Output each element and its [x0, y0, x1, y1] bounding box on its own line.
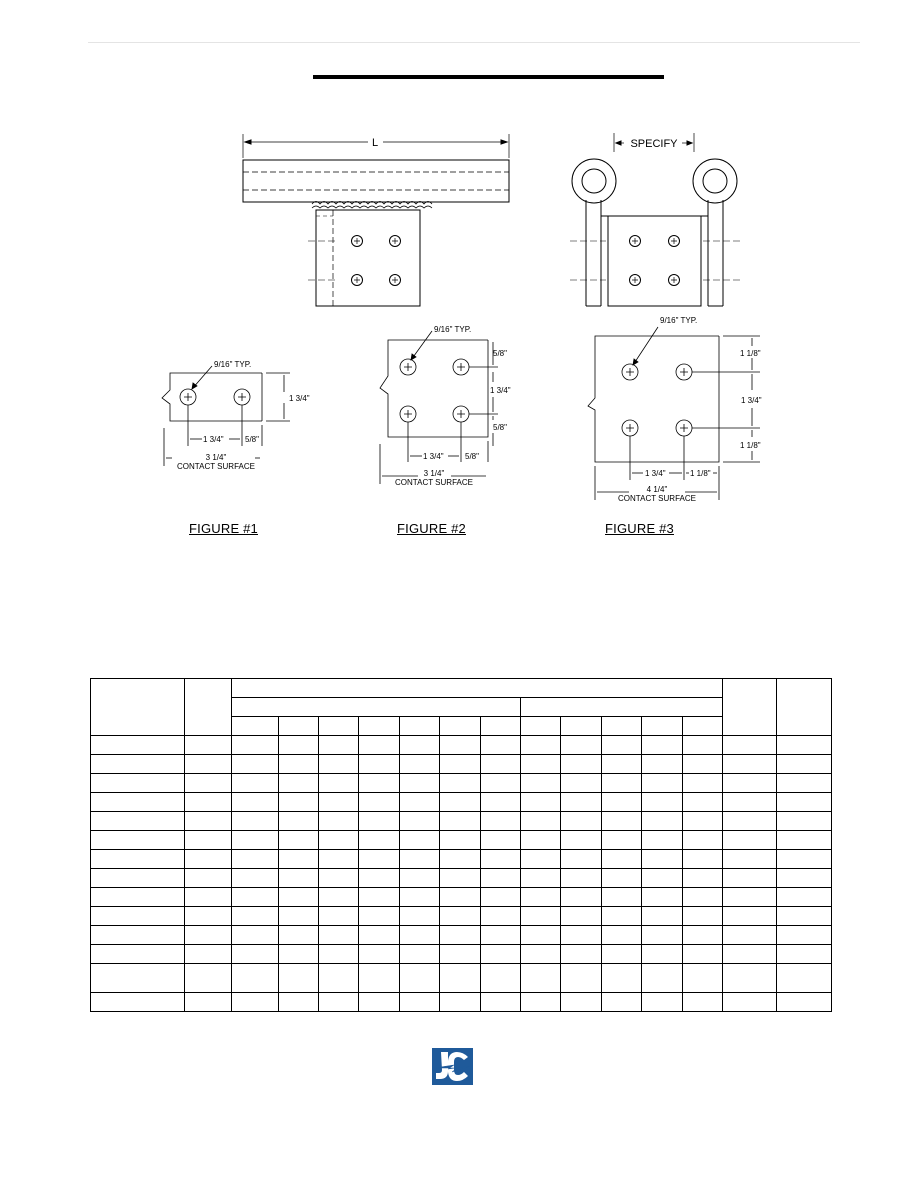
table-cell	[319, 964, 359, 993]
table-cell	[521, 850, 561, 869]
table-cell	[481, 850, 521, 869]
table-cell	[521, 907, 561, 926]
table-cell	[232, 736, 279, 755]
fig2-width-dim: 3 1/4"	[423, 469, 445, 478]
fig1-hole-label: 9/16" TYP.	[214, 360, 252, 369]
table-cell	[521, 888, 561, 907]
figure-1-drawing	[162, 366, 290, 466]
table-cell	[359, 888, 400, 907]
table-cell	[683, 926, 723, 945]
table-row	[91, 736, 832, 755]
table-cell	[91, 736, 185, 755]
table-cell	[521, 755, 561, 774]
table-cell	[561, 869, 602, 888]
table-row	[91, 888, 832, 907]
table-cell	[359, 736, 400, 755]
table-cell	[642, 888, 683, 907]
table-cell	[232, 993, 279, 1012]
table-cell	[777, 964, 832, 993]
table-cell	[642, 850, 683, 869]
table-cell	[185, 831, 232, 850]
table-cell	[91, 907, 185, 926]
table-cell	[642, 831, 683, 850]
table-cell	[279, 993, 319, 1012]
table-cell	[359, 755, 400, 774]
table-cell	[319, 755, 359, 774]
table-cell	[683, 755, 723, 774]
table-cell	[185, 850, 232, 869]
table-cell	[232, 926, 279, 945]
table-cell	[279, 755, 319, 774]
table-cell	[521, 869, 561, 888]
fig3-width-dim: 4 1/4"	[646, 485, 668, 494]
table-cell	[91, 869, 185, 888]
table-cell	[481, 993, 521, 1012]
table-cell	[279, 736, 319, 755]
table-cell	[279, 831, 319, 850]
table-cell	[359, 964, 400, 993]
table-cell	[319, 945, 359, 964]
table-row	[91, 926, 832, 945]
table-cell	[777, 831, 832, 850]
table-cell	[602, 793, 642, 812]
table-cell	[232, 907, 279, 926]
table-cell	[683, 869, 723, 888]
table-cell	[561, 945, 602, 964]
table-cell	[777, 993, 832, 1012]
table-cell	[91, 774, 185, 793]
table-cell	[440, 831, 481, 850]
table-cell	[440, 993, 481, 1012]
fig2-contact-label: CONTACT SURFACE	[395, 478, 473, 487]
table-cell	[481, 774, 521, 793]
table-cell	[723, 945, 777, 964]
fig2-bottom-edge: 5/8"	[493, 423, 507, 432]
fig2-row-spacing: 1 3/4"	[490, 386, 511, 395]
table-cell	[642, 755, 683, 774]
table-cell	[561, 736, 602, 755]
table-cell	[642, 993, 683, 1012]
table-cell	[521, 945, 561, 964]
table-cell	[91, 888, 185, 907]
table-cell	[400, 793, 440, 812]
table-cell	[279, 850, 319, 869]
table-cell	[359, 926, 400, 945]
table-row	[91, 964, 832, 993]
table-cell	[319, 774, 359, 793]
table-cell	[481, 964, 521, 993]
table-cell	[683, 888, 723, 907]
table-cell	[561, 774, 602, 793]
table-cell	[777, 736, 832, 755]
table-cell	[723, 993, 777, 1012]
table-cell	[521, 812, 561, 831]
table-cell	[561, 993, 602, 1012]
table-cell	[279, 793, 319, 812]
figure-3-drawing	[588, 327, 760, 500]
table-cell	[359, 850, 400, 869]
table-cell	[279, 926, 319, 945]
table-cell	[561, 964, 602, 993]
table-cell	[440, 869, 481, 888]
fig3-row-spacing: 1 3/4"	[741, 396, 762, 405]
figure-2-label: FIGURE #2	[397, 521, 466, 536]
table-cell	[561, 888, 602, 907]
jc-logo-icon	[432, 1048, 473, 1085]
table-cell	[185, 755, 232, 774]
table-cell	[400, 907, 440, 926]
table-cell	[440, 736, 481, 755]
table-row	[91, 793, 832, 812]
table-cell	[400, 850, 440, 869]
fig1-contact-label: CONTACT SURFACE	[177, 462, 255, 471]
table-cell	[185, 736, 232, 755]
table-cell	[683, 945, 723, 964]
table-cell	[602, 869, 642, 888]
table-cell	[602, 812, 642, 831]
table-cell	[777, 888, 832, 907]
table-cell	[521, 736, 561, 755]
fig1-hole-spacing: 1 3/4"	[203, 435, 224, 444]
table-cell	[319, 888, 359, 907]
table-cell	[481, 926, 521, 945]
table-cell	[91, 945, 185, 964]
table-cell	[400, 812, 440, 831]
table-cell	[319, 793, 359, 812]
table-cell	[319, 850, 359, 869]
table-cell	[683, 964, 723, 993]
fig1-height-dim: 1 3/4"	[289, 394, 310, 403]
table-cell	[723, 869, 777, 888]
table-cell	[683, 831, 723, 850]
table-cell	[777, 793, 832, 812]
table-cell	[723, 774, 777, 793]
table-cell	[359, 793, 400, 812]
table-cell	[279, 774, 319, 793]
table-cell	[602, 850, 642, 869]
table-cell	[723, 850, 777, 869]
table-cell	[561, 907, 602, 926]
table-cell	[440, 888, 481, 907]
table-cell	[521, 926, 561, 945]
table-cell	[232, 812, 279, 831]
table-cell	[232, 850, 279, 869]
table-cell	[683, 812, 723, 831]
figure-3-label: FIGURE #3	[605, 521, 674, 536]
table-cell	[723, 888, 777, 907]
table-cell	[683, 793, 723, 812]
table-cell	[279, 964, 319, 993]
table-cell	[279, 812, 319, 831]
table-cell	[440, 812, 481, 831]
table-cell	[279, 869, 319, 888]
table-body	[91, 736, 832, 1012]
table-cell	[642, 907, 683, 926]
table-cell	[602, 888, 642, 907]
table-cell	[400, 964, 440, 993]
table-cell	[481, 812, 521, 831]
table-cell	[561, 831, 602, 850]
table-cell	[481, 945, 521, 964]
table-cell	[319, 831, 359, 850]
fig1-width-dim: 3 1/4"	[205, 453, 227, 462]
table-cell	[723, 831, 777, 850]
table-cell	[777, 926, 832, 945]
table-cell	[777, 774, 832, 793]
table-cell	[91, 755, 185, 774]
fig3-bottom-edge: 1 1/8"	[740, 441, 761, 450]
table-cell	[185, 926, 232, 945]
table-cell	[185, 774, 232, 793]
table-cell	[440, 945, 481, 964]
table-cell	[723, 736, 777, 755]
table-cell	[400, 831, 440, 850]
table-cell	[481, 907, 521, 926]
fig2-hole-label: 9/16" TYP.	[434, 325, 472, 334]
table-cell	[319, 736, 359, 755]
fig2-top-edge: 5/8"	[493, 349, 507, 358]
length-label: L	[371, 137, 379, 149]
table-cell	[91, 993, 185, 1012]
table-cell	[91, 831, 185, 850]
table-cell	[723, 964, 777, 993]
bar-assembly-drawing	[243, 134, 509, 306]
table-cell	[642, 793, 683, 812]
table-row	[91, 850, 832, 869]
table-cell	[602, 964, 642, 993]
table-cell	[91, 964, 185, 993]
table-cell	[185, 993, 232, 1012]
fig2-hole-spacing: 1 3/4"	[423, 452, 444, 461]
table-cell	[642, 945, 683, 964]
specify-label: SPECIFY	[630, 138, 678, 150]
table-cell	[400, 736, 440, 755]
table-header	[91, 679, 832, 736]
table-cell	[91, 812, 185, 831]
table-cell	[602, 736, 642, 755]
table-cell	[232, 945, 279, 964]
table-cell	[232, 964, 279, 993]
table-cell	[440, 774, 481, 793]
table-cell	[777, 869, 832, 888]
table-cell	[440, 793, 481, 812]
table-cell	[521, 793, 561, 812]
table-cell	[400, 926, 440, 945]
table-cell	[723, 926, 777, 945]
table-cell	[481, 755, 521, 774]
table-cell	[185, 907, 232, 926]
table-cell	[602, 755, 642, 774]
table-cell	[642, 774, 683, 793]
table-cell	[602, 774, 642, 793]
figure-1-label: FIGURE #1	[189, 521, 258, 536]
fig1-edge-dim: 5/8"	[245, 435, 259, 444]
table-cell	[232, 774, 279, 793]
table-cell	[481, 869, 521, 888]
rod-assembly-drawing	[570, 133, 740, 306]
table-cell	[440, 926, 481, 945]
table-cell	[319, 993, 359, 1012]
table-cell	[777, 907, 832, 926]
table-cell	[723, 812, 777, 831]
table-cell	[440, 964, 481, 993]
table-cell	[561, 793, 602, 812]
table-cell	[359, 869, 400, 888]
table-cell	[602, 831, 642, 850]
table-cell	[185, 945, 232, 964]
table-cell	[642, 812, 683, 831]
technical-drawings	[0, 0, 918, 560]
table-row	[91, 812, 832, 831]
table-cell	[91, 926, 185, 945]
table-cell	[642, 926, 683, 945]
table-cell	[777, 850, 832, 869]
table-cell	[561, 755, 602, 774]
table-cell	[777, 812, 832, 831]
table-cell	[481, 793, 521, 812]
table-row	[91, 755, 832, 774]
table-cell	[232, 793, 279, 812]
specification-table	[90, 678, 832, 1012]
table-cell	[683, 774, 723, 793]
table-cell	[279, 888, 319, 907]
table-cell	[400, 945, 440, 964]
table-cell	[602, 926, 642, 945]
table-cell	[602, 945, 642, 964]
table-cell	[683, 993, 723, 1012]
table-cell	[602, 993, 642, 1012]
table-cell	[440, 907, 481, 926]
table-cell	[777, 755, 832, 774]
table-cell	[359, 831, 400, 850]
table-cell	[440, 850, 481, 869]
table-row	[91, 907, 832, 926]
table-cell	[683, 907, 723, 926]
table-cell	[359, 993, 400, 1012]
table-cell	[400, 993, 440, 1012]
table-cell	[777, 945, 832, 964]
table-cell	[319, 812, 359, 831]
table-row	[91, 774, 832, 793]
table-row	[91, 993, 832, 1012]
table-cell	[232, 831, 279, 850]
table-cell	[185, 964, 232, 993]
table-cell	[642, 869, 683, 888]
fig3-hole-label: 9/16" TYP.	[660, 316, 698, 325]
table-cell	[91, 793, 185, 812]
table-cell	[723, 793, 777, 812]
table-cell	[359, 907, 400, 926]
fig3-top-edge: 1 1/8"	[740, 349, 761, 358]
table-cell	[232, 888, 279, 907]
table-cell	[185, 888, 232, 907]
table-cell	[319, 869, 359, 888]
table-cell	[359, 812, 400, 831]
table-row	[91, 869, 832, 888]
table-cell	[400, 869, 440, 888]
table-cell	[561, 812, 602, 831]
table-row	[91, 945, 832, 964]
table-cell	[481, 831, 521, 850]
table-cell	[723, 755, 777, 774]
fig3-contact-label: CONTACT SURFACE	[618, 494, 696, 503]
table-cell	[185, 812, 232, 831]
fig2-edge-dim: 5/8"	[465, 452, 479, 461]
table-cell	[521, 831, 561, 850]
table-cell	[521, 774, 561, 793]
table-cell	[400, 755, 440, 774]
table-cell	[723, 907, 777, 926]
table-cell	[185, 869, 232, 888]
table-cell	[279, 907, 319, 926]
table-cell	[481, 736, 521, 755]
table-cell	[642, 736, 683, 755]
table-cell	[400, 774, 440, 793]
table-cell	[319, 907, 359, 926]
table-cell	[279, 945, 319, 964]
table-cell	[521, 993, 561, 1012]
table-row	[91, 831, 832, 850]
table-cell	[91, 850, 185, 869]
table-cell	[359, 774, 400, 793]
figure-2-drawing	[380, 331, 498, 484]
fig3-edge-dim: 1 1/8"	[690, 469, 711, 478]
table-cell	[642, 964, 683, 993]
table-cell	[359, 945, 400, 964]
table-cell	[683, 850, 723, 869]
table-cell	[481, 888, 521, 907]
table-cell	[232, 869, 279, 888]
table-cell	[602, 907, 642, 926]
table-cell	[521, 964, 561, 993]
table-cell	[400, 888, 440, 907]
fig3-hole-spacing: 1 3/4"	[645, 469, 666, 478]
table-cell	[683, 736, 723, 755]
table-cell	[319, 926, 359, 945]
table-cell	[561, 926, 602, 945]
table-cell	[232, 755, 279, 774]
table-cell	[440, 755, 481, 774]
table-cell	[561, 850, 602, 869]
table-cell	[185, 793, 232, 812]
